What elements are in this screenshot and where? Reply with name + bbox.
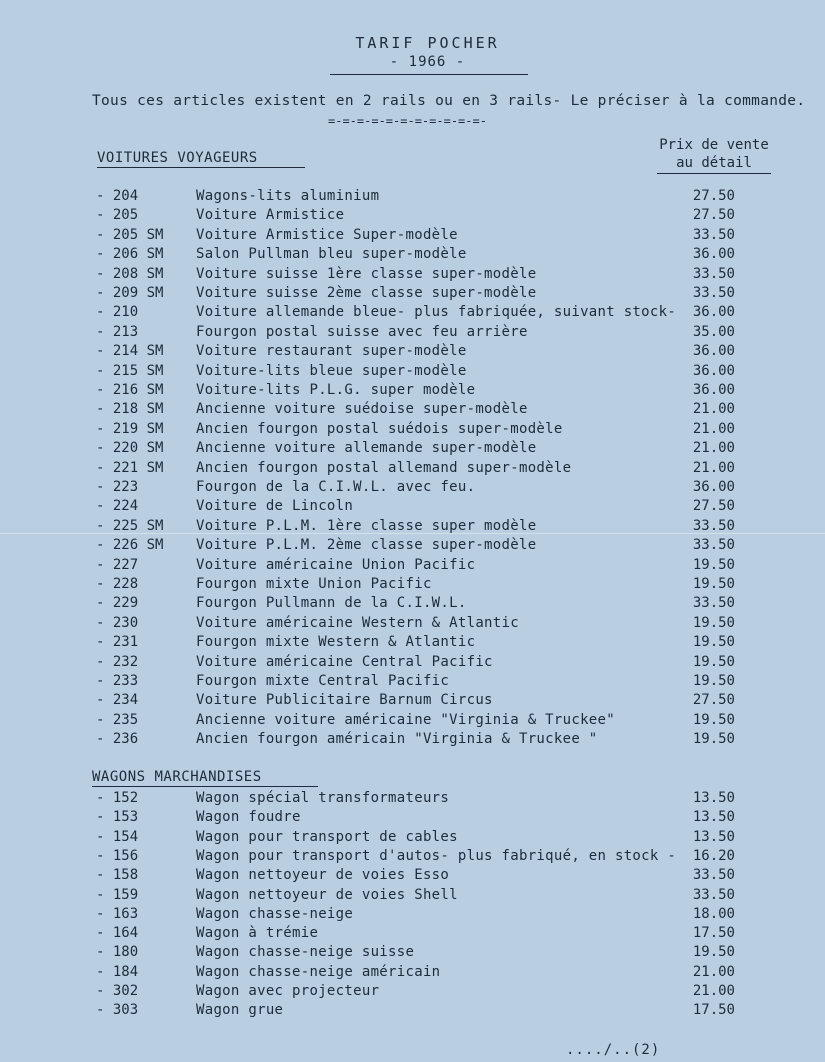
decorative-rule: =-=-=-=-=-=-=-=-=-=-=- — [328, 114, 487, 128]
item-ref: - 228 — [96, 576, 139, 592]
item-price: 36.00 — [692, 246, 735, 263]
item-desc: Fourgon Pullmann de la C.I.W.L. — [196, 595, 467, 612]
item-price: 19.50 — [692, 673, 735, 689]
item-ref: - 220 SM — [96, 440, 164, 457]
item-desc: Voiture américaine Central Pacific — [196, 653, 493, 670]
item-ref: - 215 SM — [96, 362, 164, 379]
item-desc: Ancien fourgon postal allemand super-modèle — [196, 459, 572, 476]
list-item — [0, 537, 825, 556]
list-item — [0, 887, 825, 906]
item-price: 17.50 — [692, 1002, 735, 1019]
list-item — [0, 634, 825, 653]
item-price: 19.50 — [692, 576, 735, 592]
item-ref: - 159 — [96, 886, 139, 903]
item-ref: - 164 — [96, 925, 139, 942]
list-item — [0, 654, 825, 673]
item-desc: Wagon chasse-neige américain — [196, 963, 441, 980]
item-price: 19.50 — [692, 711, 735, 728]
section-title-wagons: WAGONS MARCHANDISES — [92, 769, 318, 787]
item-desc: Ancienne voiture américaine "Virginia & Truckee" — [196, 711, 615, 728]
list-item — [0, 460, 825, 479]
item-price: 33.50 — [692, 867, 735, 884]
item-price: 36.00 — [692, 479, 735, 495]
intro-note: Tous ces articles existent en 2 rails ou en 3 rails- Le préciser à la commande. — [92, 93, 806, 109]
item-price: 18.00 — [692, 905, 735, 922]
list-item — [0, 964, 825, 983]
list-item — [0, 944, 825, 963]
title-underline — [330, 74, 528, 75]
item-price: 19.50 — [692, 634, 735, 651]
item-price: 33.50 — [692, 517, 735, 534]
item-price: 13.50 — [692, 790, 735, 806]
item-desc: Voiture P.L.M. 1ère classe super modèle — [196, 517, 537, 534]
item-price: 36.00 — [692, 362, 735, 379]
list-item — [0, 790, 825, 809]
item-desc: Wagon nettoyeur de voies Esso — [196, 867, 450, 884]
item-ref: - 214 SM — [96, 343, 164, 360]
item-ref: - 180 — [96, 944, 139, 961]
item-desc: Voiture suisse 2ème classe super-modèle — [196, 285, 537, 301]
item-price: 35.00 — [692, 323, 735, 340]
list-item — [0, 809, 825, 828]
item-price: 27.50 — [692, 498, 735, 515]
item-desc: Fourgon de la C.I.W.L. avec feu. — [196, 479, 476, 495]
item-desc: Voiture de Lincoln — [196, 498, 354, 515]
item-price: 21.00 — [692, 420, 735, 437]
item-ref: - 219 SM — [96, 420, 164, 437]
item-desc: Wagon spécial transformateurs — [196, 790, 450, 806]
item-ref: - 153 — [96, 809, 139, 826]
item-desc: Wagons-lits aluminium — [196, 188, 380, 204]
list-item — [0, 595, 825, 614]
item-ref: - 209 SM — [96, 285, 164, 301]
list-item — [0, 188, 825, 207]
item-price: 33.50 — [692, 285, 735, 301]
list-item — [0, 576, 825, 595]
item-desc: Ancienne voiture suédoise super-modèle — [196, 401, 528, 418]
item-price: 19.50 — [692, 944, 735, 961]
list-item — [0, 498, 825, 517]
list-item — [0, 479, 825, 498]
list-item — [0, 983, 825, 1002]
list-item — [0, 692, 825, 711]
list-item — [0, 343, 825, 362]
item-desc: Salon Pullman bleu super-modèle — [196, 246, 467, 263]
item-price: 13.50 — [692, 828, 735, 845]
item-desc: Voiture Armistice — [196, 207, 345, 224]
list-item — [0, 227, 825, 246]
item-desc: Wagon pour transport d'autos- plus fabriqué, en stock - — [196, 847, 677, 864]
item-desc: Voiture américaine Union Pacific — [196, 556, 476, 573]
item-desc: Wagon grue — [196, 1002, 284, 1019]
document-title: TARIF POCHER — [355, 34, 500, 52]
item-ref: - 302 — [96, 983, 139, 999]
item-ref: - 229 — [96, 595, 139, 612]
item-desc: Wagon à trémie — [196, 925, 319, 942]
item-desc: Voiture américaine Western & Atlantic — [196, 614, 519, 631]
item-desc: Wagon avec projecteur — [196, 983, 380, 999]
price-header-line-1: Prix de vente — [659, 137, 769, 153]
list-item — [0, 1002, 825, 1021]
list-item — [0, 363, 825, 382]
list-item — [0, 848, 825, 867]
item-ref: - 303 — [96, 1002, 139, 1019]
item-ref: - 231 — [96, 634, 139, 651]
item-desc: Fourgon mixte Central Pacific — [196, 673, 450, 689]
list-item — [0, 557, 825, 576]
list-item — [0, 246, 825, 265]
list-item — [0, 266, 825, 285]
item-ref: - 227 — [96, 556, 139, 573]
price-column-header — [655, 136, 773, 172]
item-ref: - 213 — [96, 323, 139, 340]
page-continuation: ..../..(2) — [566, 1042, 661, 1058]
item-price: 21.00 — [692, 963, 735, 980]
item-price: 13.50 — [692, 809, 735, 826]
price-header-line-2: au détail — [676, 155, 752, 171]
item-ref: - 223 — [96, 479, 139, 495]
item-ref: - 224 — [96, 498, 139, 515]
item-ref: - 210 — [96, 304, 139, 321]
item-ref: - 152 — [96, 790, 139, 806]
item-ref: - 225 SM — [96, 517, 164, 534]
list-item — [0, 207, 825, 226]
list-item — [0, 382, 825, 401]
item-desc: Voiture allemande bleue- plus fabriquée, suivant stock- — [196, 304, 677, 321]
item-desc: Voiture P.L.M. 2ème classe super-modèle — [196, 537, 537, 554]
item-price: 21.00 — [692, 983, 735, 999]
item-price: 27.50 — [692, 692, 735, 709]
item-ref: - 235 — [96, 711, 139, 728]
item-desc: Wagon chasse-neige suisse — [196, 944, 415, 961]
list-item — [0, 401, 825, 420]
item-desc: Fourgon mixte Western & Atlantic — [196, 634, 476, 651]
item-desc: Voiture-lits P.L.G. super modèle — [196, 382, 476, 398]
item-desc: Wagon pour transport de cables — [196, 828, 458, 845]
item-ref: - 230 — [96, 614, 139, 631]
list-item — [0, 925, 825, 944]
list-item — [0, 421, 825, 440]
item-ref: - 233 — [96, 673, 139, 689]
item-ref: - 218 SM — [96, 401, 164, 418]
list-item — [0, 829, 825, 848]
item-desc: Fourgon mixte Union Pacific — [196, 576, 432, 592]
list-item — [0, 712, 825, 731]
item-price: 19.50 — [692, 731, 735, 748]
item-price: 19.50 — [692, 556, 735, 573]
item-ref: - 216 SM — [96, 382, 164, 398]
item-price: 33.50 — [692, 226, 735, 243]
item-ref: - 158 — [96, 867, 139, 884]
item-ref: - 204 — [96, 188, 139, 204]
item-price: 27.50 — [692, 188, 735, 204]
item-desc: Ancienne voiture allemande super-modèle — [196, 440, 537, 457]
item-desc: Wagon nettoyeur de voies Shell — [196, 886, 458, 903]
item-price: 21.00 — [692, 459, 735, 476]
item-price: 19.50 — [692, 614, 735, 631]
item-price: 33.50 — [692, 265, 735, 282]
item-ref: - 205 — [96, 207, 139, 224]
item-ref: - 163 — [96, 905, 139, 922]
item-price: 17.50 — [692, 925, 735, 942]
list-item — [0, 867, 825, 886]
list-item — [0, 673, 825, 692]
item-ref: - 206 SM — [96, 246, 164, 263]
item-ref: - 184 — [96, 963, 139, 980]
item-price: 36.00 — [692, 343, 735, 360]
item-desc: Voiture-lits bleue super-modèle — [196, 362, 467, 379]
item-price: 33.50 — [692, 886, 735, 903]
item-price: 33.50 — [692, 595, 735, 612]
item-ref: - 221 SM — [96, 459, 164, 476]
item-ref: - 154 — [96, 828, 139, 845]
item-desc: Voiture Armistice Super-modèle — [196, 226, 458, 243]
item-desc: Wagon chasse-neige — [196, 905, 354, 922]
item-price: 33.50 — [692, 537, 735, 554]
list-item — [0, 731, 825, 750]
item-desc: Ancien fourgon postal suédois super-modèle — [196, 420, 563, 437]
item-price: 21.00 — [692, 401, 735, 418]
list-item — [0, 285, 825, 304]
document-year: - 1966 - — [389, 54, 466, 70]
list-item — [0, 615, 825, 634]
list-item — [0, 324, 825, 343]
item-ref: - 236 — [96, 731, 139, 748]
item-price: 36.00 — [692, 304, 735, 321]
item-desc: Fourgon postal suisse avec feu arrière — [196, 323, 528, 340]
item-desc: Voiture restaurant super-modèle — [196, 343, 467, 360]
item-ref: - 234 — [96, 692, 139, 709]
item-ref: - 205 SM — [96, 226, 164, 243]
item-desc: Voiture Publicitaire Barnum Circus — [196, 692, 493, 709]
list-item — [0, 906, 825, 925]
item-ref: - 232 — [96, 653, 139, 670]
item-price: 16.20 — [692, 847, 735, 864]
item-price: 36.00 — [692, 382, 735, 398]
list-item — [0, 440, 825, 459]
item-ref: - 226 SM — [96, 537, 164, 554]
list-item — [0, 518, 825, 537]
item-price: 27.50 — [692, 207, 735, 224]
item-desc: Ancien fourgon américain "Virginia & Truckee " — [196, 731, 598, 748]
price-header-underline — [657, 173, 771, 174]
item-price: 19.50 — [692, 653, 735, 670]
list-item — [0, 304, 825, 323]
item-desc: Voiture suisse 1ère classe super-modèle — [196, 265, 537, 282]
item-ref: - 156 — [96, 847, 139, 864]
item-desc: Wagon foudre — [196, 809, 301, 826]
item-ref: - 208 SM — [96, 265, 164, 282]
section-title-voitures: VOITURES VOYAGEURS — [97, 150, 305, 168]
item-price: 21.00 — [692, 440, 735, 457]
